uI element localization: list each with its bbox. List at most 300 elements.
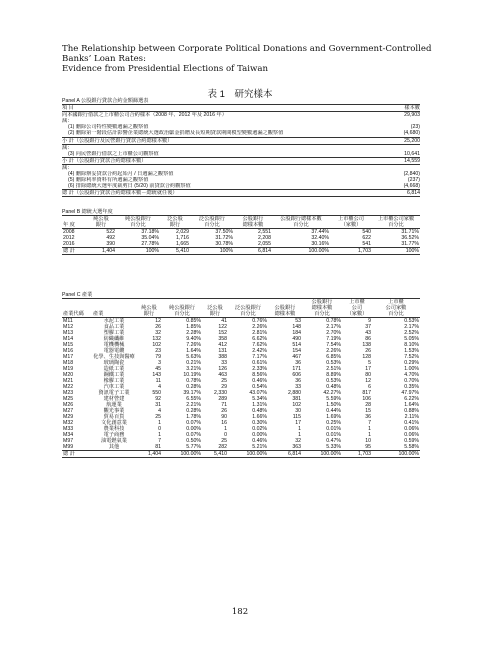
panel-b-cell: 31.77%: [401, 241, 419, 248]
panel-c-cell: 4: [158, 408, 161, 415]
panel-c-cell: 7.19%: [326, 336, 341, 343]
panel-a-row-value: 25,200: [404, 137, 420, 144]
panel-c-cell: M22: [63, 384, 74, 391]
running-header-line-2: Evidence from Presidential Elections of Taiwan: [62, 64, 269, 74]
panel-b-cell: 1,716: [176, 235, 189, 242]
panel-a-row-label: 減：: [62, 144, 73, 151]
panel-b-cell: 6,814: [258, 248, 271, 255]
panel-c-cell: 358: [218, 336, 227, 343]
panel-c-cell: 1.69%: [326, 414, 341, 421]
panel-c-cell: 23: [155, 348, 161, 355]
panel-c-cell: 1.31%: [252, 402, 267, 409]
panel-c-cell: 2.33%: [252, 366, 267, 373]
panel-a-row-label: (2) 刪除第一階段估計影響企業總統大選政治獻金捐贈及長短期貸款期間模型變數遺漏之觀察值: [68, 130, 284, 137]
panel-c-cell: M32: [63, 420, 74, 427]
panel-a-row-label: (5) 刪除利率資料有所遺漏之觀察值: [68, 177, 149, 184]
panel-a-row: [62, 151, 420, 158]
panel-c-cell: 0.28%: [186, 408, 201, 415]
panel-a-row-value: 6,814: [407, 190, 420, 197]
panel-c-cell: 玻璃陶瓷: [103, 360, 125, 367]
panel-c-cell: 貿易百貨: [103, 414, 125, 421]
panel-c-cell: 2.51%: [326, 366, 341, 373]
panel-c-cell: 0.53%: [326, 360, 341, 367]
panel-c-cell: 138: [362, 342, 371, 349]
panel-b-cell: 522: [106, 229, 115, 236]
panel-a-row-label: 小 計（公股銀行貸款合約總樣本數）: [62, 157, 147, 164]
panel-c-cell: 490: [292, 336, 301, 343]
panel-c-cell: 4: [158, 384, 161, 391]
panel-c-cell: 100.00%: [180, 451, 201, 458]
panel-c-cell: 3.21%: [186, 366, 201, 373]
panel-c-cell: 9.40%: [186, 336, 201, 343]
panel-c-cell: 4.70%: [404, 372, 419, 379]
panel-c-header: 上市櫃 公司家數 百分比: [385, 299, 407, 318]
panel-c-header: 純公股銀行 百分比: [169, 305, 195, 318]
panel-c-cell: 90: [221, 414, 227, 421]
panel-c-cell: 0.78%: [326, 318, 341, 325]
panel-a: [62, 98, 420, 197]
panel-c-cell: 5: [368, 360, 371, 367]
panel-c-cell: 0.44%: [326, 408, 341, 415]
panel-c-header: 產業: [93, 311, 104, 318]
panel-a-row: [62, 130, 420, 137]
panel-c-cell: 2.70%: [326, 330, 341, 337]
panel-c-cell: 143: [152, 372, 161, 379]
panel-c-cell: 32: [155, 330, 161, 337]
panel-c-cell: 1,703: [358, 451, 371, 458]
panel-c-cell: 25: [221, 438, 227, 445]
panel-b-title: Panel B 總統大選年度: [62, 209, 420, 216]
panel-c-cell: 381: [292, 396, 301, 403]
panel-c-header: 泛公股 銀行: [207, 305, 223, 318]
panel-b-cell: 492: [106, 235, 115, 242]
panel-c-cell: 8.89%: [326, 372, 341, 379]
panel-c-header: 公股銀行 總樣本數 百分比: [311, 299, 333, 318]
panel-c-cell: M15: [63, 342, 74, 349]
panel-b-cell: 36.52%: [401, 235, 419, 242]
panel-c-cell: 0.54%: [252, 384, 267, 391]
panel-b-cell: 37.18%: [141, 229, 159, 236]
panel-a-row-value: (23): [410, 124, 420, 131]
panel-c-cell: 7.54%: [326, 342, 341, 349]
panel-c-cell: 28: [365, 402, 371, 409]
panel-c-cell: 電器電纜: [103, 348, 125, 355]
panel-c-cell: M97: [63, 438, 74, 445]
panel-c-header: 上市櫃 公司 （家數）: [346, 299, 368, 318]
panel-c-cell: 81: [155, 444, 161, 451]
panel-b-cell: 總 計: [63, 248, 75, 255]
panel-c-cell: 132: [152, 336, 161, 343]
panel-c-cell: 0.59%: [404, 438, 419, 445]
panel-c-cell: 7.52%: [404, 354, 419, 361]
panel-a-row-label: (1) 刪除公司特性變數遺漏之觀察值: [68, 124, 149, 131]
panel-c-cell: 0.21%: [186, 360, 201, 367]
panel-c-cell: 16: [221, 420, 227, 427]
panel-c-cell: 33: [221, 360, 227, 367]
panel-c-cell: 36: [295, 360, 301, 367]
panel-c-cell: 0.25%: [326, 420, 341, 427]
panel-a-row-value: (2,840): [403, 171, 420, 178]
panel-c-cell: 1: [298, 426, 301, 433]
panel-c-cell: 106: [362, 396, 371, 403]
panel-b-cell: 100%: [405, 248, 419, 255]
panel-c-cell: 紡織纖維: [103, 336, 125, 343]
panel-c-cell: 食品工業: [103, 324, 125, 331]
panel-c-cell: 92: [155, 396, 161, 403]
panel-c-cell: 2.17%: [326, 324, 341, 331]
panel-c-cell: M17: [63, 354, 74, 361]
panel-c-cell: 0.41%: [404, 420, 419, 427]
panel-c-cell: 37: [365, 324, 371, 331]
panel-a-row: [62, 158, 420, 165]
panel-c-cell: 6.22%: [404, 396, 419, 403]
panel-c-cell: 塑膠工業: [103, 330, 125, 337]
panel-a-row-label: 減：: [62, 164, 73, 171]
panel-a-row-label: 總 計（公股銀行貸款合約總樣本數－總統就任後）: [62, 190, 178, 197]
panel-c-cell: 0.76%: [252, 318, 267, 325]
panel-c-header: 泛公股銀行 百分比: [235, 305, 261, 318]
panel-c-cell: 39.17%: [183, 390, 201, 397]
panel-c-cell: 2.26%: [252, 324, 267, 331]
panel-c-cell: 36: [365, 414, 371, 421]
panel-c-cell: 2.21%: [186, 402, 201, 409]
panel-a-rows: [62, 112, 420, 197]
panel-c-table: [62, 299, 420, 458]
panel-c-cell: 0.53%: [326, 378, 341, 385]
panel-c-cell: 126: [218, 366, 227, 373]
panel-a-row-label: 小 計（公股銀行及民營銀行貸款合約總樣本數）: [62, 137, 173, 144]
panel-c-cell: 102: [152, 342, 161, 349]
panel-c-cell: 1: [158, 432, 161, 439]
panel-c-cell: 0: [224, 432, 227, 439]
panel-c-cell: 282: [218, 444, 227, 451]
panel-c-cell: 2.17%: [404, 324, 419, 331]
panel-c-cell: 0.01%: [326, 432, 341, 439]
panel-b-header: 純公股銀行 百分比: [125, 216, 151, 229]
panel-c-cell: 7: [368, 420, 371, 427]
table-title: 表 1 研究樣本: [207, 89, 273, 100]
panel-c-cell: 171: [292, 366, 301, 373]
panel-c-cell: 154: [292, 348, 301, 355]
panel-c-cell: 45: [155, 366, 161, 373]
panel-c-cell: 0.48%: [326, 384, 341, 391]
panel-b-cell: 540: [362, 229, 371, 236]
panel-c-cell: 12: [365, 378, 371, 385]
panel-c-cell: 橡膠工業: [103, 378, 125, 385]
panel-c-cell: 7.62%: [252, 342, 267, 349]
panel-c-cell: 7: [158, 438, 161, 445]
panel-c-cell: 115: [292, 414, 301, 421]
panel-c-cell: 15: [365, 408, 371, 415]
panel-c-cell: 184: [292, 330, 301, 337]
panel-c-cell: 2,880: [288, 390, 301, 397]
panel-b-cell: 35.04%: [141, 235, 159, 242]
panel-c-cell: 7.17%: [252, 354, 267, 361]
panel-b-header: 泛公股銀行 百分比: [199, 216, 225, 229]
panel-c-cell: 1.00%: [404, 366, 419, 373]
panel-c-cell: [92, 451, 136, 458]
panel-c-cell: 2.42%: [252, 348, 267, 355]
panel-c-cell: 6,814: [288, 451, 301, 458]
panel-c-cell: 5,410: [214, 451, 227, 458]
panel-b-cell: 100%: [219, 248, 233, 255]
panel-c-cell: 7.26%: [186, 342, 201, 349]
panel-c-cell: 79: [155, 354, 161, 361]
panel-c-cell: 汽車工業: [103, 384, 125, 391]
panel-c-cell: 5.33%: [326, 444, 341, 451]
panel-c-cell: 53: [295, 318, 301, 325]
panel-c-cell: 412: [218, 342, 227, 349]
panel-c-cell: 32: [295, 438, 301, 445]
panel-c-cell: 0.07%: [186, 432, 201, 439]
panel-b-header: 純公股 銀行: [93, 216, 109, 229]
panel-b-header: 公股銀行 總樣本數: [242, 216, 264, 229]
panel-c-cell: 289: [218, 396, 227, 403]
panel-c-cell: 2.52%: [404, 330, 419, 337]
panel-c-cell: 0.02%: [252, 426, 267, 433]
panel-a-row-value: 14,559: [404, 157, 420, 164]
panel-c-cell: 10.19%: [183, 372, 201, 379]
panel-c-cell: 觀光事業: [103, 408, 125, 415]
panel-a-row-label: (4) 刪除辦妥貸款合約起始月 / 日遺漏之觀察值: [68, 171, 174, 178]
panel-c-cell: 1.64%: [404, 402, 419, 409]
panel-c-cell: 0.48%: [252, 408, 267, 415]
panel-c-cell: 2.28%: [186, 330, 201, 337]
panel-c-cell: M26: [63, 402, 74, 409]
panel-c-cell: 550: [152, 390, 161, 397]
panel-c-cell: 0.78%: [186, 378, 201, 385]
panel-c-cell: 26: [221, 408, 227, 415]
panel-c-cell: 油電燃氣業: [101, 438, 127, 445]
panel-c-cell: 43.07%: [249, 390, 267, 397]
panel-c-cell: 0.07%: [186, 420, 201, 427]
table-row: [62, 248, 420, 255]
panel-c-cell: 8.56%: [252, 372, 267, 379]
panel-c-cell: 29: [221, 384, 227, 391]
panel-b-cell: 2012: [63, 235, 75, 242]
panel-b-cell: 100%: [145, 248, 159, 255]
panel-c-cell: 0.06%: [404, 426, 419, 433]
page-number: 182: [231, 607, 249, 617]
panel-c-cell: 128: [362, 354, 371, 361]
panel-c-cell: 5.77%: [186, 444, 201, 451]
panel-c-cell: 25: [221, 378, 227, 385]
panel-c-cell: 6.62%: [252, 336, 267, 343]
panel-c-cell: M18: [63, 360, 74, 367]
table-row: [62, 451, 420, 458]
panel-c-cell: 0.47%: [326, 438, 341, 445]
panel-c-cell: 鋼鐵工業: [103, 372, 125, 379]
panel-c-cell: 42.27%: [323, 390, 341, 397]
panel-c-cell: 0.50%: [186, 438, 201, 445]
panel-c-cell: M19: [63, 366, 74, 373]
panel-c-cell: 100.00%: [246, 451, 267, 458]
panel-c-cell: 航運業: [106, 402, 122, 409]
panel-c-cell: 0.85%: [186, 318, 201, 325]
panel-c-cell: 1.78%: [186, 414, 201, 421]
panel-c-cell: M34: [63, 432, 74, 439]
panel-c-cell: 2.81%: [252, 330, 267, 337]
panel-c-cell: 2.11%: [404, 414, 419, 421]
panel-c: [62, 292, 420, 458]
panel-a-col-item: 項 目: [62, 105, 74, 112]
panel-c-header: 產業代碼: [63, 311, 84, 318]
panel-a-row-value: (4,680): [403, 130, 420, 137]
panel-c-cell: 9: [368, 318, 371, 325]
panel-b-cell: 1,665: [176, 241, 189, 248]
panel-c-cell: 電機機械: [103, 342, 125, 349]
panel-b-cell: 2,208: [258, 235, 271, 242]
panel-c-cell: 水泥工業: [103, 318, 125, 325]
panel-b-cell: 32.40%: [311, 235, 329, 242]
panel-c-cell: 152: [218, 330, 227, 337]
panel-c-cell: 36: [295, 378, 301, 385]
panel-c-cell: 6.55%: [186, 396, 201, 403]
panel-b-cell: 2,029: [176, 229, 189, 236]
panel-c-title: Panel C 產業: [62, 292, 420, 299]
panel-b-cell: 2,055: [258, 241, 271, 248]
panel-c-cell: 2,330: [214, 390, 227, 397]
panel-a-header-row: [62, 105, 420, 112]
panel-c-cell: 0.00%: [186, 426, 201, 433]
panel-c-cell: 0.61%: [252, 360, 267, 367]
panel-c-cell: 8.10%: [404, 342, 419, 349]
panel-a-row-label: 向本國銀行借款之上市櫃公司合約樣本（2008 年、2012 年及 2016 年）: [62, 112, 227, 119]
panel-c-cell: M29: [63, 414, 74, 421]
panel-c-cell: 1.53%: [404, 348, 419, 355]
panel-c-cell: 31: [155, 402, 161, 409]
panel-b-cell: 2,551: [258, 229, 271, 236]
panel-c-cell: 122: [218, 324, 227, 331]
panel-c-cell: 1.64%: [186, 348, 201, 355]
panel-c-cell: 131: [218, 348, 227, 355]
panel-c-cell: 0.53%: [404, 318, 419, 325]
panel-c-cell: 26: [155, 324, 161, 331]
panel-a-row-value: 10,641: [404, 150, 420, 157]
panel-c-cell: M14: [63, 336, 74, 343]
panel-c-cell: M99: [63, 444, 74, 451]
panel-c-cell: 農業科技: [103, 426, 125, 433]
panel-c-cell: 25: [155, 414, 161, 421]
panel-c-cell: 0.46%: [252, 378, 267, 385]
panel-c-cell: 80: [365, 372, 371, 379]
panel-c-cell: 10: [365, 438, 371, 445]
panel-c-cell: 817: [362, 390, 371, 397]
panel-c-cell: 100.00%: [398, 451, 419, 458]
panel-c-cell: 文化創意業: [101, 420, 127, 427]
panel-c-cell: 0.01%: [326, 426, 341, 433]
panel-c-cell: 11: [155, 378, 161, 385]
panel-c-cell: 467: [292, 354, 301, 361]
panel-b-cell: 31.71%: [401, 229, 419, 236]
panel-c-cell: 71: [221, 402, 227, 409]
panel-c-cell: 30: [295, 408, 301, 415]
panel-a-title: Panel A 公股銀行貸款合約金額篩選表: [62, 98, 420, 105]
panel-c-cell: 電子商務: [103, 432, 125, 439]
panel-c-cell: 514: [292, 342, 301, 349]
panel-a-row: [62, 138, 420, 145]
panel-c-cell: 0.70%: [404, 378, 419, 385]
panel-c-cell: 1: [368, 426, 371, 433]
panel-c-cell: 化學、生技與醫療: [93, 354, 135, 361]
panel-c-cell: 5.05%: [404, 336, 419, 343]
panel-c-cell: 0.30%: [252, 420, 267, 427]
panel-c-cell: M27: [63, 408, 74, 415]
panel-c-cell: 0.06%: [404, 432, 419, 439]
panel-b-cell: 5,410: [176, 248, 189, 255]
panel-b-table: [62, 216, 420, 255]
panel-c-cell: M20: [63, 372, 74, 379]
panel-b-cell: 30.16%: [311, 241, 329, 248]
panel-c-cell: M33: [63, 426, 74, 433]
panel-c-cell: 資訊電子工業: [98, 390, 130, 397]
panel-c-cell: 0: [158, 426, 161, 433]
panel-c-cell: 463: [218, 372, 227, 379]
panel-c-cell: 17: [365, 366, 371, 373]
panel-b-cell: 30.78%: [215, 241, 233, 248]
panel-b-header: 上市櫃公司家數 百分比: [377, 216, 415, 229]
running-header-line-1: The Relationship between Corporate Political Donations and Government-Controlled Banks’ Loan Rates:: [62, 44, 432, 64]
panel-c-cell: 1,404: [148, 451, 161, 458]
panel-b-cell: 27.78%: [141, 241, 159, 248]
panel-c-cell: 363: [292, 444, 301, 451]
panel-b-cell: 390: [106, 241, 115, 248]
panel-c-cell: 43: [365, 330, 371, 337]
panel-b-cell: 37.44%: [311, 229, 329, 236]
panel-c-cell: 606: [292, 372, 301, 379]
panel-c-cell: M13: [63, 330, 74, 337]
panel-b-cell: 2008: [63, 229, 75, 236]
panel-a-row-label: (6) 排除總統大選年度裁剪日 (5/20) 前貸款合約觀察值: [68, 183, 191, 190]
panel-c-cell: 33: [295, 384, 301, 391]
panel-b-cell: 100.00%: [308, 248, 329, 255]
panel-b-cell: 37.50%: [215, 229, 233, 236]
panel-c-cell: 86: [365, 336, 371, 343]
panel-c-cell: 5.59%: [326, 396, 341, 403]
panel-c-cell: 388: [218, 354, 227, 361]
panel-c-cell: 6.85%: [326, 354, 341, 361]
panel-b-cell: 1,703: [358, 248, 371, 255]
panel-c-cell: M23: [63, 390, 74, 397]
panel-c-header: 純公股 銀行: [141, 305, 157, 318]
panel-b-header: 泛公股 銀行: [167, 216, 183, 229]
panel-c-cell: 5.63%: [186, 354, 201, 361]
panel-c-cell: 0.35%: [404, 384, 419, 391]
panel-c-cell: 100.00%: [320, 451, 341, 458]
panel-a-row: [62, 190, 420, 197]
panel-c-cell: M21: [63, 378, 74, 385]
panel-b-header: 年 度: [63, 222, 75, 229]
panel-a-row-value: (237): [407, 177, 420, 184]
panel-b-cell: 541: [362, 241, 371, 248]
panel-c-cell: 148: [292, 324, 301, 331]
panel-c-cell: 3: [158, 360, 161, 367]
panel-b-header: 公股銀行總樣本數 百分比: [280, 216, 322, 229]
panel-b-cell: 1,404: [102, 248, 115, 255]
panel-c-cell: 1: [298, 432, 301, 439]
panel-c-cell: 建材營建: [103, 396, 125, 403]
panel-a-col-count: 樣本數: [404, 105, 420, 112]
panel-c-cell: 1.66%: [252, 414, 267, 421]
panel-c-cell: 5.34%: [252, 396, 267, 403]
panel-c-cell: 0.88%: [404, 408, 419, 415]
panel-c-cell: 1: [224, 426, 227, 433]
panel-c-cell: 41: [221, 318, 227, 325]
panel-c-cell: M25: [63, 396, 74, 403]
panel-c-cell: 47.97%: [401, 390, 419, 397]
panel-c-cell: 造紙工業: [103, 366, 125, 373]
panel-c-header: 公股銀行 總樣本數: [274, 305, 296, 318]
